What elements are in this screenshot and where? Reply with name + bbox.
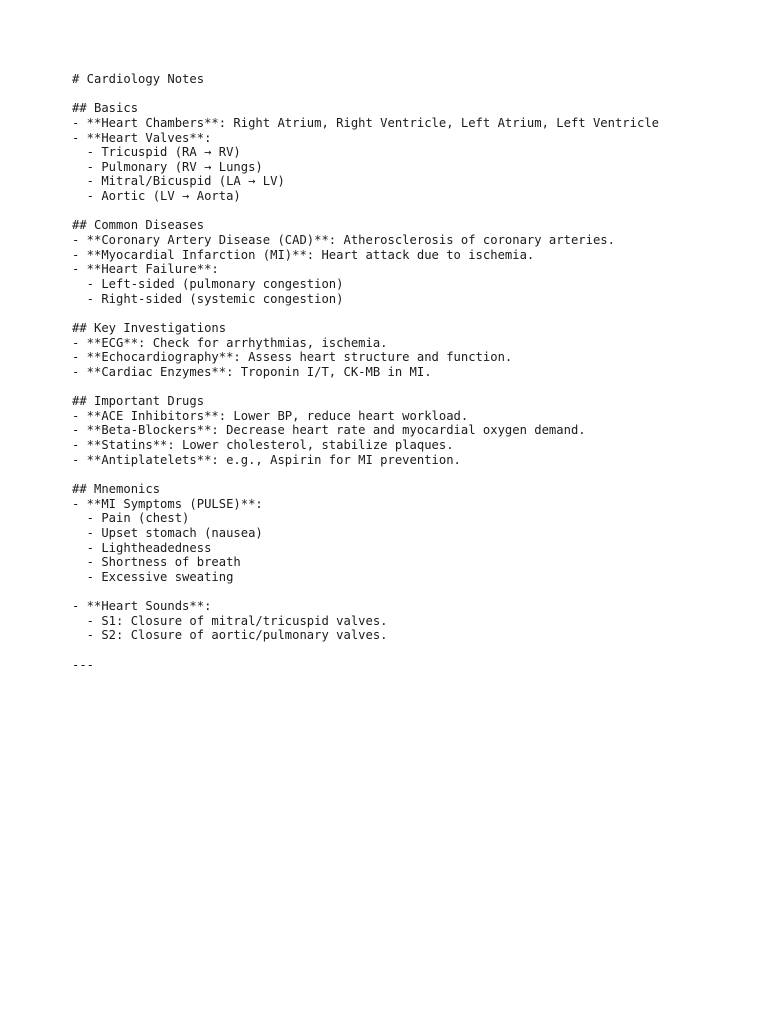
- list-item: - **Heart Chambers**: Right Atrium, Right Ventricle, Left Atrium, Left Ventricle: [72, 115, 659, 130]
- sub-list-item: - Pain (chest): [72, 511, 190, 526]
- sub-list-item: - Shortness of breath: [72, 555, 241, 570]
- section-heading-common-diseases: ## Common Diseases: [72, 218, 205, 233]
- blank-line: [72, 467, 659, 482]
- list-item: - **Coronary Artery Disease (CAD)**: Atherosclerosis of coronary arteries.: [72, 233, 615, 248]
- list-item: - **Cardiac Enzymes**: Troponin I/T, CK-MB in MI.: [72, 364, 432, 379]
- sub-list-item: - Tricuspid (RA → RV): [72, 145, 241, 160]
- list-item: - **Antiplatelets**: e.g., Aspirin for MI prevention.: [72, 452, 461, 467]
- list-item: - **ECG**: Check for arrhythmias, ischemia.: [72, 335, 388, 350]
- blank-line: [72, 306, 659, 321]
- list-item: - **Heart Valves**:: [72, 130, 212, 145]
- horizontal-rule: ---: [72, 657, 95, 672]
- list-item: - **Beta-Blockers**: Decrease heart rate and myocardial oxygen demand.: [72, 423, 586, 438]
- list-item: - **MI Symptoms (PULSE)**:: [72, 496, 263, 511]
- sub-list-item: - S2: Closure of aortic/pulmonary valves.: [72, 628, 388, 643]
- sub-list-item: - Upset stomach (nausea): [72, 525, 263, 540]
- sub-list-item: - Excessive sweating: [72, 569, 234, 584]
- list-item: - **Heart Sounds**:: [72, 599, 212, 614]
- blank-line: [72, 379, 659, 394]
- blank-line: [72, 87, 659, 102]
- sub-list-item: - Right-sided (systemic congestion): [72, 291, 344, 306]
- section-heading-key-investigations: ## Key Investigations: [72, 320, 227, 335]
- blank-line: [72, 204, 659, 219]
- sub-list-item: - Lightheadedness: [72, 540, 212, 555]
- sub-list-item: - S1: Closure of mitral/tricuspid valves.: [72, 613, 388, 628]
- sub-list-item: - Aortic (LV → Aorta): [72, 189, 241, 204]
- list-item: - **Statins**: Lower cholesterol, stabilize plaques.: [72, 438, 454, 453]
- section-heading-basics: ## Basics: [72, 101, 139, 116]
- sub-list-item: - Mitral/Bicuspid (LA → LV): [72, 174, 285, 189]
- sub-list-item: - Pulmonary (RV → Lungs): [72, 159, 263, 174]
- document-body: [72, 72, 659, 672]
- list-item: - **Heart Failure**:: [72, 262, 219, 277]
- list-item: - **Myocardial Infarction (MI)**: Heart attack due to ischemia.: [72, 247, 535, 262]
- sub-list-item: - Left-sided (pulmonary congestion): [72, 276, 344, 291]
- doc-title: # Cardiology Notes: [72, 72, 205, 86]
- section-heading-mnemonics: ## Mnemonics: [72, 481, 161, 496]
- list-item: - **Echocardiography**: Assess heart structure and function.: [72, 350, 513, 365]
- blank-line: [72, 584, 659, 599]
- blank-line: [72, 643, 659, 658]
- section-heading-important-drugs: ## Important Drugs: [72, 394, 205, 409]
- list-item: - **ACE Inhibitors**: Lower BP, reduce heart workload.: [72, 408, 469, 423]
